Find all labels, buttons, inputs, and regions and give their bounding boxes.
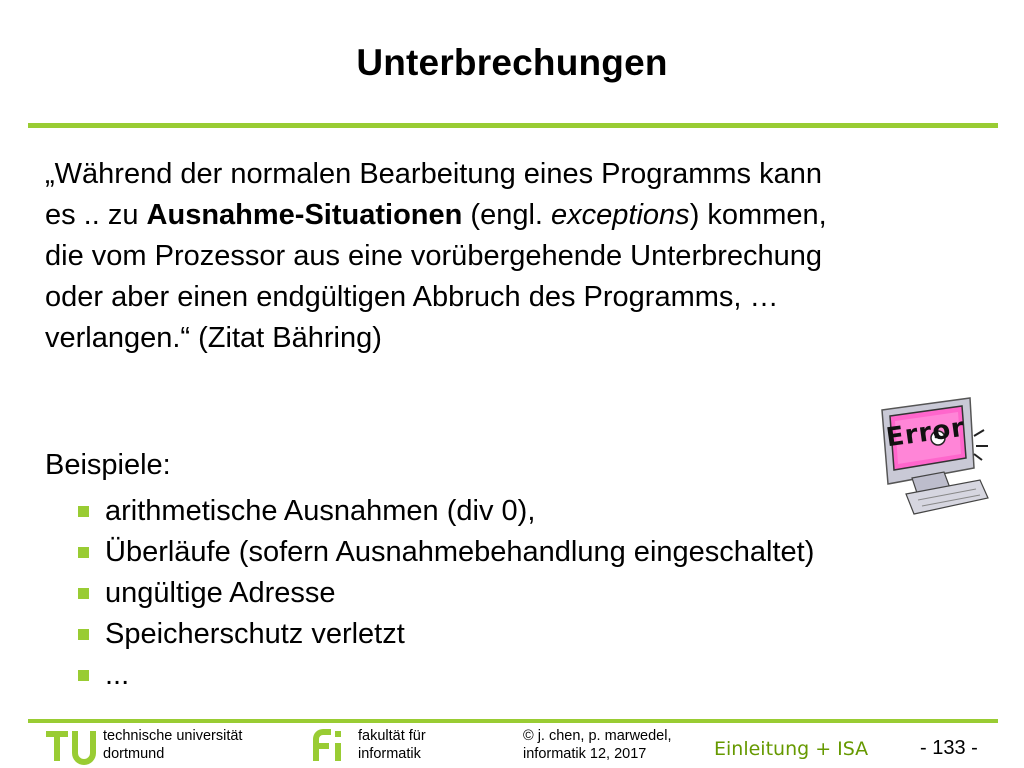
quote-line-1: „Während der normalen Bearbeitung eines Programms kann (45, 158, 822, 190)
quote-block (45, 154, 985, 359)
copyright-line-2: informatik 12, 2017 (523, 746, 647, 762)
faculty-line-1: fakultät für (358, 728, 426, 744)
list-item (72, 573, 814, 614)
faculty-name (358, 727, 426, 763)
footer-divider (28, 719, 998, 723)
list-item-text: Überläufe (sofern Ausnahmebehandlung eingeschaltet) (105, 536, 815, 568)
bullet-square-icon (78, 588, 89, 599)
quote-line-2 (45, 195, 985, 236)
course-title: Einleitung + ISA (714, 738, 869, 760)
copyright (523, 727, 672, 763)
quote-line-5: verlangen.“ (Zitat Bähring) (45, 322, 382, 354)
title-divider (28, 123, 998, 128)
examples-heading: Beispiele: (45, 449, 171, 481)
list-item (72, 491, 814, 532)
error-computer-icon (862, 388, 992, 518)
list-item (72, 655, 814, 696)
list-item-text: ungültige Adresse (105, 577, 336, 609)
quote-line-3: die vom Prozessor aus eine vorübergehende Unterbrechung (45, 240, 823, 272)
list-item-text: Speicherschutz verletzt (105, 618, 405, 650)
quote-italic-term: exceptions (551, 199, 690, 231)
slide-title: Unterbrechungen (356, 42, 668, 83)
university-line-2: dortmund (103, 746, 165, 762)
list-item-text: ... (105, 659, 130, 691)
tu-logo-icon (44, 725, 96, 765)
bullet-square-icon (78, 547, 89, 558)
fi-logo-icon (307, 725, 351, 765)
list-item (72, 532, 814, 573)
university-name (103, 727, 242, 763)
copyright-line-1: © j. chen, p. marwedel, (523, 728, 672, 744)
bullet-square-icon (78, 670, 89, 681)
quote-bold-term: Ausnahme-Situationen (146, 199, 463, 231)
university-line-1: technische universität (103, 728, 243, 744)
bullet-square-icon (78, 506, 89, 517)
quote-line-2-a: es .. zu (45, 199, 147, 231)
list-item-text: arithmetische Ausnahmen (div 0), (105, 495, 536, 527)
quote-line-2-c: ) kommen, (689, 199, 827, 231)
examples-list (72, 491, 814, 696)
faculty-line-2: informatik (358, 746, 421, 762)
bullet-square-icon (78, 629, 89, 640)
page-number: - 133 - (920, 737, 978, 759)
list-item (72, 614, 814, 655)
error-text: Error (884, 412, 967, 454)
quote-line-4: oder aber einen endgültigen Abbruch des Programms, … (45, 281, 779, 313)
quote-line-2-b: (engl. (462, 199, 552, 231)
